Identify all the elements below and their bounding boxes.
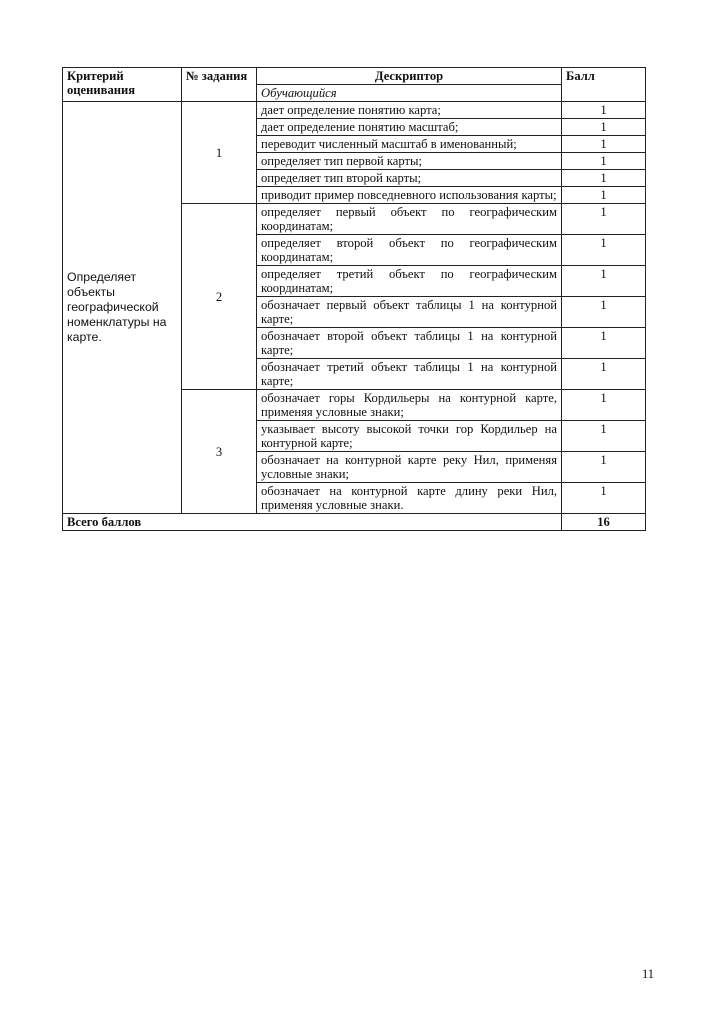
descriptor-cell: обозначает первый объект таблицы 1 на контурной карте;: [257, 297, 562, 328]
descriptor-cell: определяет второй объект по географическим координатам;: [257, 235, 562, 266]
score-cell: 1: [562, 187, 646, 204]
descriptor-cell: обозначает третий объект таблицы 1 на контурной карте;: [257, 359, 562, 390]
task-number-cell: 2: [182, 204, 257, 390]
descriptor-cell: определяет тип первой карты;: [257, 153, 562, 170]
score-cell: 1: [562, 483, 646, 514]
score-cell: 1: [562, 266, 646, 297]
table-header-row: [63, 68, 646, 85]
page-number: 11: [642, 967, 655, 981]
score-cell: 1: [562, 359, 646, 390]
descriptor-cell: дает определение понятию масштаб;: [257, 119, 562, 136]
score-cell: 1: [562, 136, 646, 153]
rubric-table: [62, 67, 646, 531]
score-cell: 1: [562, 328, 646, 359]
total-label: Всего баллов: [63, 514, 562, 531]
header-learner: Обучающийся: [257, 85, 562, 102]
task-number-cell: 1: [182, 102, 257, 204]
descriptor-cell: определяет первый объект по географическим координатам;: [257, 204, 562, 235]
descriptor-cell: определяет третий объект по географическим координатам;: [257, 266, 562, 297]
header-task-number: № задания: [182, 68, 257, 102]
descriptor-cell: указывает высоту высокой точки гор Кордильер на контурной карте;: [257, 421, 562, 452]
score-cell: 1: [562, 119, 646, 136]
header-score: Балл: [562, 68, 646, 102]
header-descriptor: Дескриптор: [257, 68, 562, 85]
task-number-cell: 3: [182, 390, 257, 514]
score-cell: 1: [562, 235, 646, 266]
descriptor-cell: приводит пример повседневного использования карты;: [257, 187, 562, 204]
criterion-cell: Определяет объекты географической номенклатуры на карте.: [63, 102, 182, 514]
descriptor-cell: определяет тип второй карты;: [257, 170, 562, 187]
descriptor-cell: обозначает на контурной карте длину реки Нил, применяя условные знаки.: [257, 483, 562, 514]
score-cell: 1: [562, 204, 646, 235]
descriptor-cell: переводит численный масштаб в именованный;: [257, 136, 562, 153]
score-cell: 1: [562, 297, 646, 328]
score-cell: 1: [562, 421, 646, 452]
score-cell: 1: [562, 102, 646, 119]
total-score: 16: [562, 514, 646, 531]
score-cell: 1: [562, 153, 646, 170]
descriptor-cell: обозначает горы Кордильеры на контурной карте, применяя условные знаки;: [257, 390, 562, 421]
score-cell: 1: [562, 452, 646, 483]
header-criterion: Критерий оценивания: [63, 68, 182, 102]
total-row: [63, 514, 646, 531]
rubric-table-body: [63, 68, 646, 531]
table-row: [63, 102, 646, 119]
score-cell: 1: [562, 390, 646, 421]
descriptor-cell: обозначает второй объект таблицы 1 на контурной карте;: [257, 328, 562, 359]
descriptor-cell: обозначает на контурной карте реку Нил, применяя условные знаки;: [257, 452, 562, 483]
score-cell: 1: [562, 170, 646, 187]
descriptor-cell: дает определение понятию карта;: [257, 102, 562, 119]
